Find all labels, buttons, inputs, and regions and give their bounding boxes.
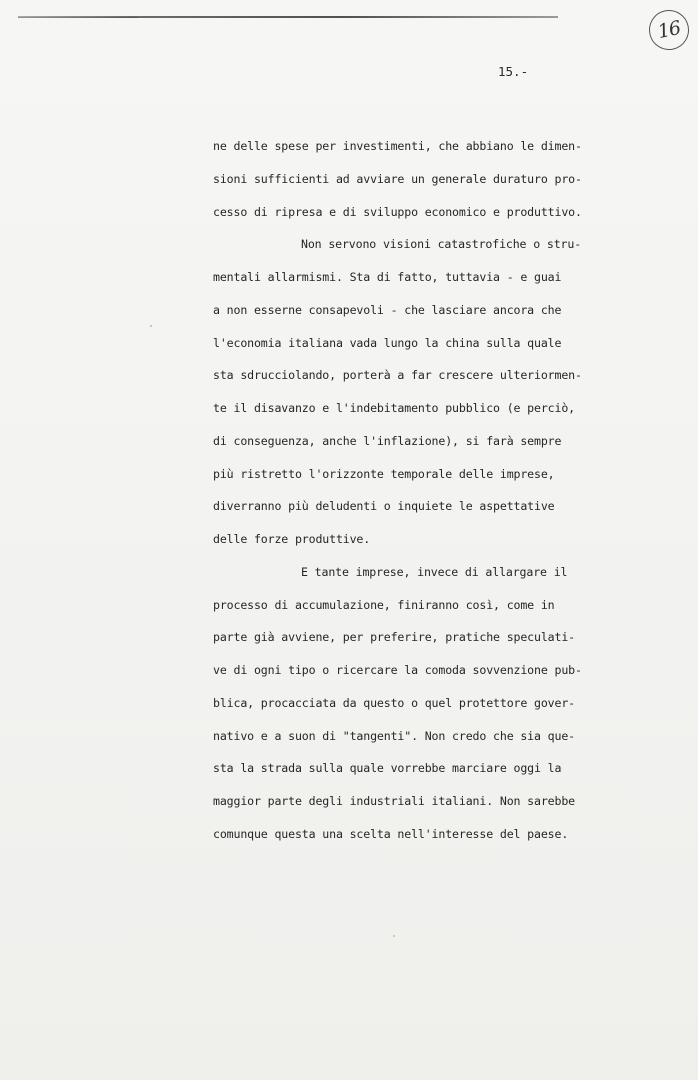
- text-line: ne delle spese per investimenti, che abbiano le dimen-: [213, 139, 582, 153]
- text-line: diverranno più deludenti o inquiete le aspettative: [213, 499, 555, 514]
- paragraph-start-line: E tante imprese, invece di allargare il: [301, 564, 568, 579]
- scan-speck: [150, 325, 152, 327]
- stamp-number: 16: [655, 16, 683, 44]
- page-number: 15.-: [498, 64, 529, 79]
- page-stamp: [645, 6, 692, 53]
- text-line: ve di ogni tipo o ricercare la comoda sovvenzione pub-: [213, 663, 582, 677]
- text-line: di conseguenza, anche l'inflazione), si farà sempre: [213, 433, 562, 448]
- text-line: comunque questa una scelta nell'interesse del paese.: [213, 826, 569, 841]
- text-line: processo di accumulazione, finiranno così, come in: [213, 597, 555, 612]
- paragraph-start-line: Non servono visioni catastrofiche o stru-: [301, 237, 582, 252]
- text-line: a non esserne consapevoli - che lasciare ancora che: [213, 302, 562, 317]
- text-line: sta la strada sulla quale vorrebbe marciare oggi la: [213, 761, 562, 776]
- text-line: mentali allarmismi. Sta di fatto, tuttavia - e guai: [213, 270, 562, 284]
- text-line: parte già avviene, per preferire, pratiche speculati-: [213, 630, 575, 645]
- text-line: più ristretto l'orizzonte temporale delle imprese,: [213, 466, 555, 481]
- text-line: maggior parte degli industriali italiani. Non sarebbe: [213, 794, 575, 808]
- text-line: sioni sufficienti ad avviare un generale duraturo pro-: [213, 171, 582, 186]
- scan-speck: [393, 935, 395, 937]
- top-rule: [18, 16, 558, 18]
- text-line: sta sdrucciolando, porterà a far crescere ulteriormen-: [213, 368, 582, 383]
- text-line: nativo e a suon di "tangenti". Non credo che sia que-: [213, 728, 575, 743]
- text-line: blica, procacciata da questo o quel protettore gover-: [213, 695, 575, 710]
- text-line: cesso di ripresa e di sviluppo economico e produttivo.: [213, 204, 582, 219]
- text-line: l'economia italiana vada lungo la china sulla quale: [213, 335, 562, 350]
- body-text: [213, 136, 603, 857]
- text-line: delle forze produttive.: [213, 532, 371, 546]
- text-line: te il disavanzo e l'indebitamento pubblico (e perciò,: [213, 401, 575, 415]
